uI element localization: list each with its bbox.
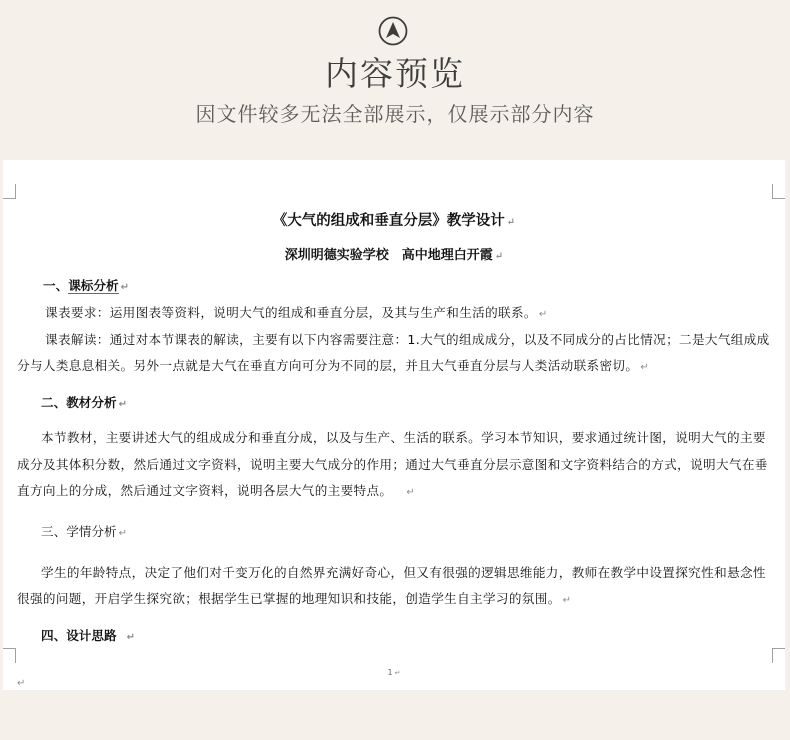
paragraph-textbook-line2: 成分及其体积分数，然后通过文字资料，说明主要大气成分的作用；通过大气垂直分层示意图和文字资料结合的方式，说明大气在垂 <box>17 457 768 472</box>
up-arrow-circle-icon <box>378 16 408 46</box>
preview-header <box>0 0 790 160</box>
preview-subtitle: 因文件较多无法全部展示，仅展示部分内容 <box>195 102 595 126</box>
document-title: 《大气的组成和垂直分层》教学设计 ↵ <box>272 212 516 229</box>
section-heading-design: 四、设计思路 ↵ <box>41 628 135 643</box>
paragraph-textbook-line1: 本节教材，主要讲述大气的组成成分和垂直分成，以及与生产、生活的联系。学习本节知识，要求通过统计图，说明大气的主要 <box>41 430 766 445</box>
paragraph-students-line2: 很强的问题，开启学生探究欲；根据学生已掌握的地理知识和技能，创造学生自主学习的氛围。 ↵ <box>17 591 572 606</box>
paragraph-mark: ↵ <box>17 678 26 689</box>
paragraph-curriculum-interpretation-line2: 分与人类息息相关。另外一点就是大气在垂直方向可分为不同的层，并且大气垂直分层与人类活动联系密切。 ↵ <box>17 358 650 373</box>
preview-title: 内容预览 <box>325 54 465 93</box>
page-number: 1 ↵ <box>387 668 401 677</box>
section-heading-curriculum: 一、课标分析 ↵ <box>43 278 129 293</box>
paragraph-textbook-line3: 直方向上的分成，然后通过文字资料，说明各层大气的主要特点。 ↵ <box>17 483 416 498</box>
document-body <box>3 160 785 690</box>
paragraph-students-line1: 学生的年龄特点，决定了他们对千变万化的自然界充满好奇心，但又有很强的逻辑思维能力，教师在教学中设置探究性和悬念性 <box>41 565 766 580</box>
section-heading-students: 三、学情分析 ↵ <box>41 524 127 539</box>
paragraph-curriculum-interpretation-line1: 课表解读：通过对本节课表的解读，主要有以下内容需要注意：1.大气的组成成分，以及不同成分的占比情况；二是大气组成成 <box>45 332 770 347</box>
section-heading-textbook: 二、教材分析 ↵ <box>41 395 127 410</box>
document-page <box>3 160 785 690</box>
document-author: 深圳明德实验学校 高中地理白开霞 ↵ <box>284 248 504 263</box>
paragraph-curriculum-requirement: 课表要求：运用图表等资料，说明大气的组成和垂直分层，及其与生产和生活的联系。 ↵ <box>45 305 548 320</box>
